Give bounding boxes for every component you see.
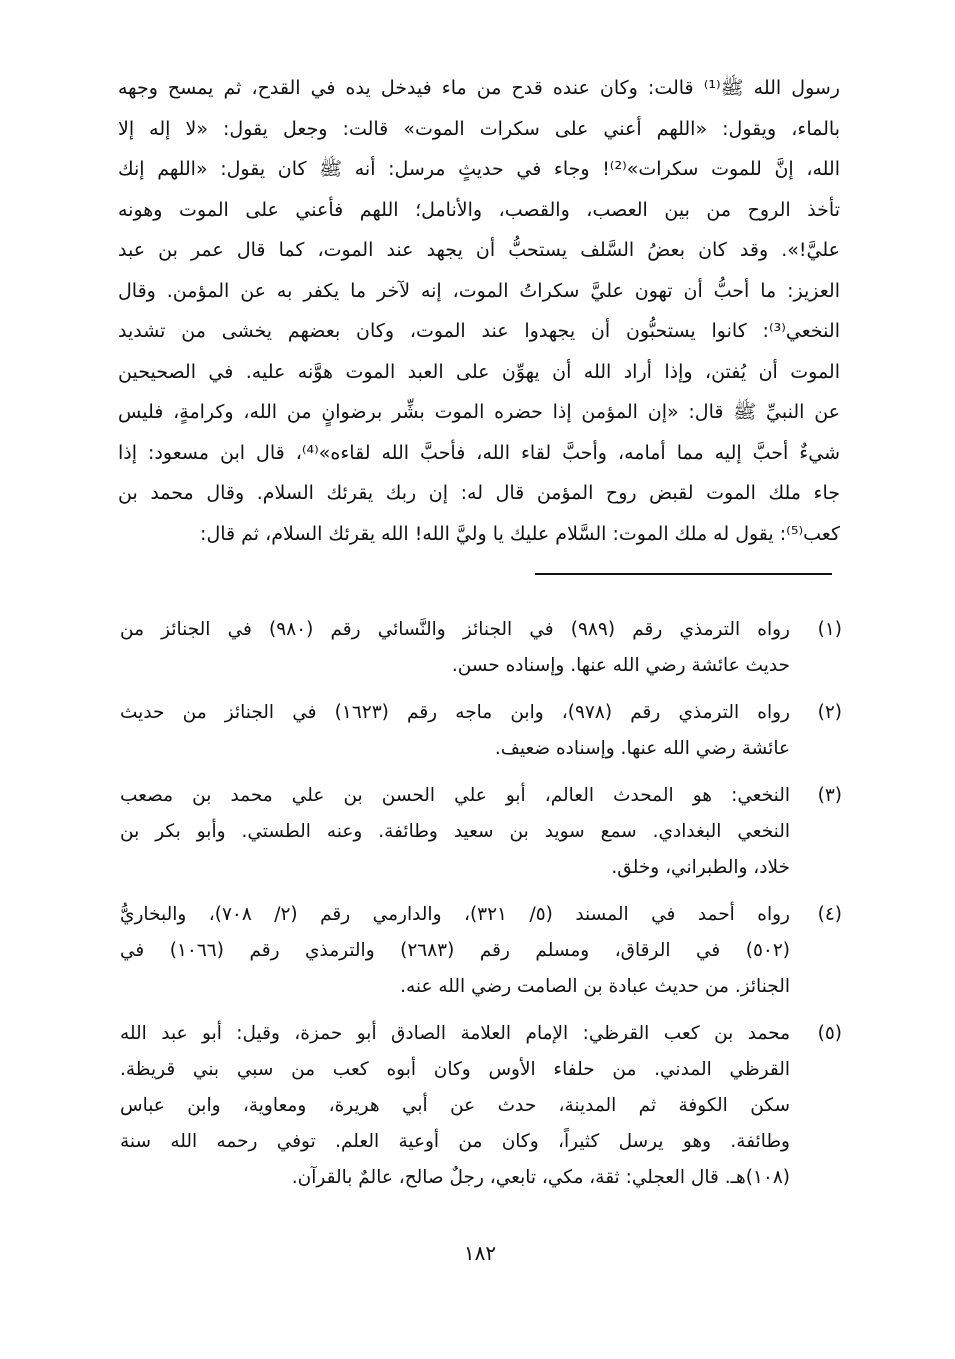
footnote-number: (١) (817, 619, 842, 640)
main-text-line: تأخذ الروح من بين العصب، والقصب، والأنامل؛ اللهم فأعني على الموت وهونه (118, 198, 840, 221)
main-text-line: الموت أن يُفتن، وإذا أراد الله أن يهوِّن على العبد الموت هوَّنه عليه. في الصحيحين (118, 360, 840, 383)
main-text-block (118, 68, 840, 554)
footnote-line: النخعي البغدادي. سمع سويد بن سعيد وطائفة. وعنه الطستي. وأبو بكر بن (120, 821, 790, 842)
footnote-body (120, 695, 790, 767)
footnote (120, 612, 842, 684)
main-text-line: شيءٌ أحبَّ إليه مما أمامه، وأحبَّ لقاء الله، فأحبَّ الله لقاءه»⁽⁴⁾، قال ابن مسعود: إذا (118, 441, 840, 464)
footnote (120, 778, 842, 886)
main-text-line: جاء ملك الموت لقبض روح المؤمن قال له: إن ربك يقرئك السلام. وقال محمد بن (118, 482, 840, 504)
footnote-line: الجنائز. من حديث عبادة بن الصامت رضي الله عنه. (400, 976, 790, 997)
footnote-number: (٤) (817, 904, 842, 925)
footnote-line: عائشة رضي الله عنها. وإسناده ضعيف. (494, 738, 790, 759)
footnote-line: وطائفة. وهو يرسل كثيراً، وكان من أوعية العلم. توفي رحمه الله سنة (120, 1131, 790, 1152)
footnote-line: القرظي المدني. من حلفاء الأوس وكان أبوه كعب من سبي بني قريظة. (120, 1059, 790, 1080)
main-text-line: الله، إنَّ للموت سكرات»⁽²⁾! وجاء في حديثٍ مرسل: أنه ﷺ كان يقول: «اللهم إنك (118, 158, 840, 180)
main-text-line: بالماء، ويقول: «اللهم أعني على سكرات الموت» قالت: وجعل يقول: «لا إله إلا (118, 117, 840, 140)
footnote-divider (535, 573, 832, 575)
footnote-line: (٥٠٢) في الرقاق، ومسلم رقم (٢٦٨٣) والترمذي رقم (١٠٦٦) في (120, 940, 790, 961)
footnote-body (120, 1016, 790, 1196)
footnote (120, 1016, 842, 1196)
footnote-line: محمد بن كعب القرظي: الإمام العلامة الصادق أبو حمزة، وقيل: أبو عبد الله (120, 1023, 790, 1044)
footnote-line: سكن الكوفة ثم المدينة، حدث عن أبي هريرة، ومعاوية، وابن عباس (120, 1095, 790, 1116)
footnote-line: رواه الترمذي رقم (٩٨٩) في الجنائز والنَّسائي رقم (٩٨٠) في الجنائز من (120, 619, 790, 640)
footnote (120, 897, 842, 1005)
main-text-line: كعب⁽⁵⁾: يقول له ملك الموت: السَّلام عليك يا وليَّ الله! الله يقرئك السلام، ثم قال: (200, 522, 840, 545)
footnote-line: (١٠٨)هـ. قال العجلي: ثقة، مكي، تابعي، رجلٌ صالح، عالمٌ بالقرآن. (291, 1167, 790, 1188)
main-text-line: رسول الله ﷺ⁽¹⁾ قالت: وكان عنده قدح من ماء فيدخل يده في القدح، ثم يمسح وجهه (118, 77, 840, 99)
footnote-line: رواه أحمد في المسند (٥/ ٣٢١)، والدارمي رقم (٢/ ٧٠٨)، والبخاريُّ (120, 904, 790, 925)
footnote-number: (٢) (817, 702, 842, 723)
footnote-line: رواه الترمذي رقم (٩٧٨)، وابن ماجه رقم (١٦٢٣) في الجنائز من حديث (120, 702, 790, 723)
footnote (120, 695, 842, 767)
main-text-line: النخعي⁽³⁾: كانوا يستحبُّون أن يجهدوا عند الموت، وكان بعضهم يخشى من تشديد (118, 320, 840, 342)
footnote-line: حديث عائشة رضي الله عنها. وإسناده حسن. (451, 655, 790, 676)
footnote-body (120, 897, 790, 1005)
footnote-line: النخعي: هو المحدث العالم، أبو علي الحسن بن علي محمد بن مصعب (120, 785, 790, 806)
main-text-line: عن النبيِّ ﷺ قال: «إن المؤمن إذا حضره الموت بشِّر برضوانٍ من الله، وكرامةٍ، فليس (118, 401, 840, 423)
main-text-line: عليَّ!». وقد كان بعضُ السَّلف يستحبُّ أن يجهد عند الموت، كما قال عمر بن عبد (118, 239, 840, 261)
footnote-body (120, 778, 790, 886)
footnote-number: (٥) (817, 1023, 842, 1044)
footnote-line: خلاد، والطبراني، وخلق. (611, 857, 790, 878)
footnote-body (120, 612, 790, 684)
page-number: ١٨٢ (463, 1241, 497, 1265)
footnotes-section (120, 612, 842, 1207)
main-text-line: العزيز: ما أحبُّ أن تهون عليَّ سكراتُ الموت، إنه لآخر ما يكفر به عن المؤمن. وقال (118, 279, 840, 302)
footnote-number: (٣) (817, 785, 842, 806)
